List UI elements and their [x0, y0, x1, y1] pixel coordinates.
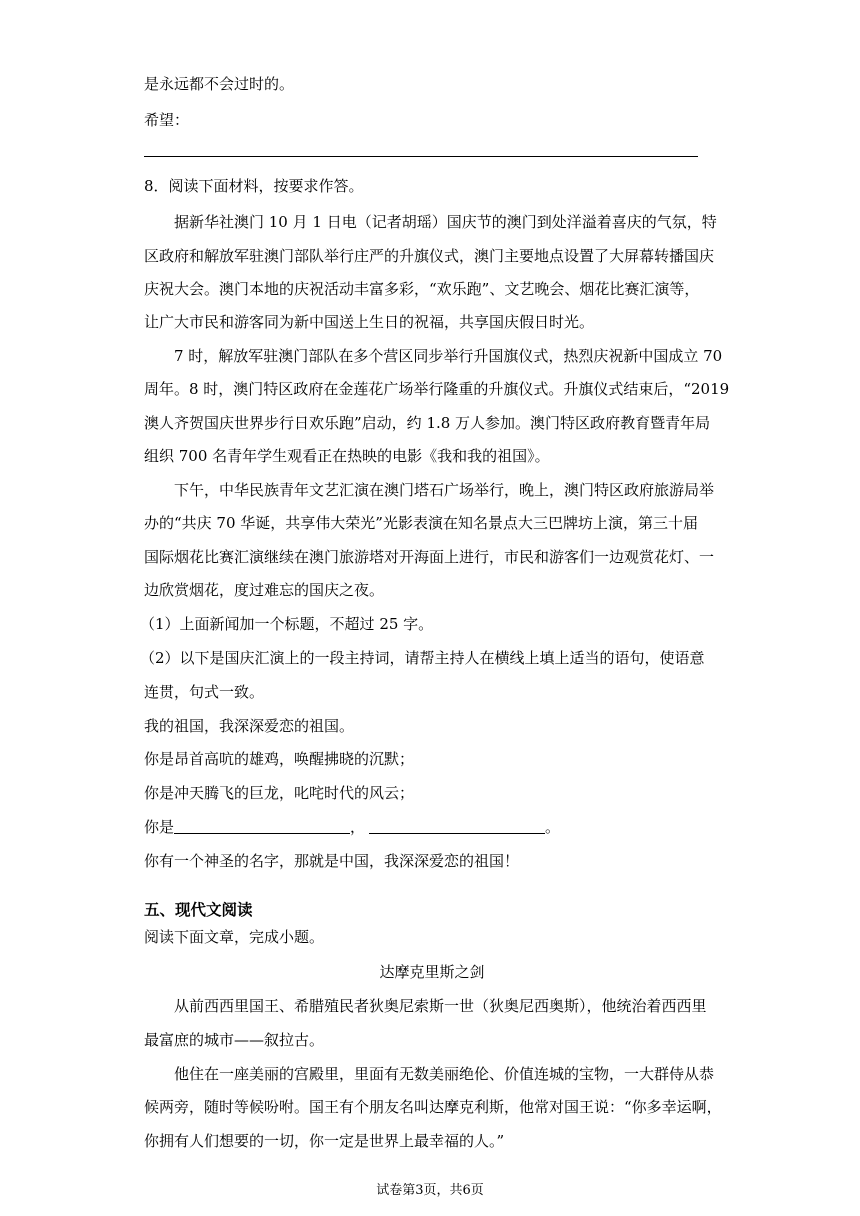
section-heading: 五、现代文阅读	[144, 900, 253, 919]
subquestion-2-cont: 连贯，句式一致。	[144, 683, 265, 701]
paragraph-line: 7 时，解放军驻澳门部队在多个营区同步举行升国旗仪式，热烈庆祝新中国成立 70	[174, 347, 723, 365]
answer-line	[144, 156, 698, 157]
poem-prefix: 你是	[144, 818, 175, 836]
poem-line: 你是冲天腾飞的巨龙，叱咤时代的风云；	[144, 784, 415, 802]
paragraph-line: 候两旁，随时等候吩咐。国王有个朋友名叫达摩克利斯，他常对国王说：“你多幸运啊，	[144, 1098, 722, 1116]
paragraph-line: 办的“共庆 70 华诞，共享伟大荣光”光影表演在知名景点大三巴牌坊上演，第三十届	[144, 514, 698, 532]
paragraph-line: 最富庶的城市——叙拉古。	[144, 1031, 325, 1049]
blank-1[interactable]	[174, 818, 350, 834]
paragraph-line: 庆祝大会。澳门本地的庆祝活动丰富多彩，“欢乐跑”、文艺晚会、烟花比赛汇演等，	[144, 280, 700, 298]
paragraph-line: 国际烟花比赛汇演继续在澳门旅游塔对开海面上进行，市民和游客们一边观赏花灯、一	[144, 548, 715, 566]
poem-separator: ，	[350, 818, 366, 836]
subquestion-2: （2）以下是国庆汇演上的一段主持词，请帮主持人在横线上填上适当的语句，使语意	[140, 649, 705, 667]
poem-end: 。	[545, 818, 561, 836]
question-8-title: 8．阅读下面材料，按要求作答。	[144, 177, 364, 195]
poem-fill-line	[144, 817, 720, 837]
paragraph-line: 下午，中华民族青年文艺汇演在澳门塔石广场举行，晚上，澳门特区政府旅游局举	[174, 481, 715, 499]
page-footer: 试卷第3页，共6页	[376, 1183, 484, 1198]
hope-label: 希望：	[144, 111, 190, 129]
paragraph-line: 周年。8 时，澳门特区政府在金莲花广场举行隆重的升旗仪式。升旗仪式结束后，“2019	[144, 380, 730, 398]
paragraph-line: 区政府和解放军驻澳门部队举行庄严的升旗仪式，澳门主要地点设置了大屏幕转播国庆	[144, 247, 715, 265]
paragraph-line: 从前西西里国王、希腊殖民者狄奥尼索斯一世（狄奥尼西奥斯），他统治着西西里	[174, 997, 707, 1015]
paragraph-line: 让广大市民和游客同为新中国送上生日的祝福，共享国庆假日时光。	[144, 313, 595, 331]
subquestion-1: （1）上面新闻加一个标题，不超过 25 字。	[140, 615, 434, 633]
paragraph-line: 据新华社澳门 10 月 1 日电（记者胡瑶）国庆节的澳门到处洋溢着喜庆的气氛，特	[174, 213, 717, 231]
paragraph-line: 组织 700 名青年学生观看正在热映的电影《我和我的祖国》。	[144, 447, 550, 465]
poem-line: 你是昂首高吭的雄鸡，唤醒拂晓的沉默；	[144, 750, 415, 768]
text-line: 是永远都不会过时的。	[144, 75, 295, 93]
blank-2[interactable]	[369, 818, 545, 834]
poem-line: 我的祖国，我深深爱恋的祖国。	[144, 717, 355, 735]
section-intro: 阅读下面文章，完成小题。	[144, 928, 325, 946]
paragraph-line: 澳人齐贺国庆世界步行日欢乐跑”启动，约 1.8 万人参加。澳门特区政府教育暨青年局	[144, 414, 711, 432]
story-title: 达摩克里斯之剑	[379, 963, 485, 981]
paragraph-line: 边欣赏烟花，度过难忘的国庆之夜。	[144, 581, 385, 599]
paragraph-line: 他住在一座美丽的宫殿里，里面有无数美丽绝伦、价值连城的宝物，一大群侍从恭	[174, 1065, 715, 1083]
paragraph-line: 你拥有人们想要的一切，你一定是世界上最幸福的人。”	[144, 1132, 505, 1150]
poem-line: 你有一个神圣的名字，那就是中国，我深深爱恋的祖国！	[144, 852, 520, 870]
